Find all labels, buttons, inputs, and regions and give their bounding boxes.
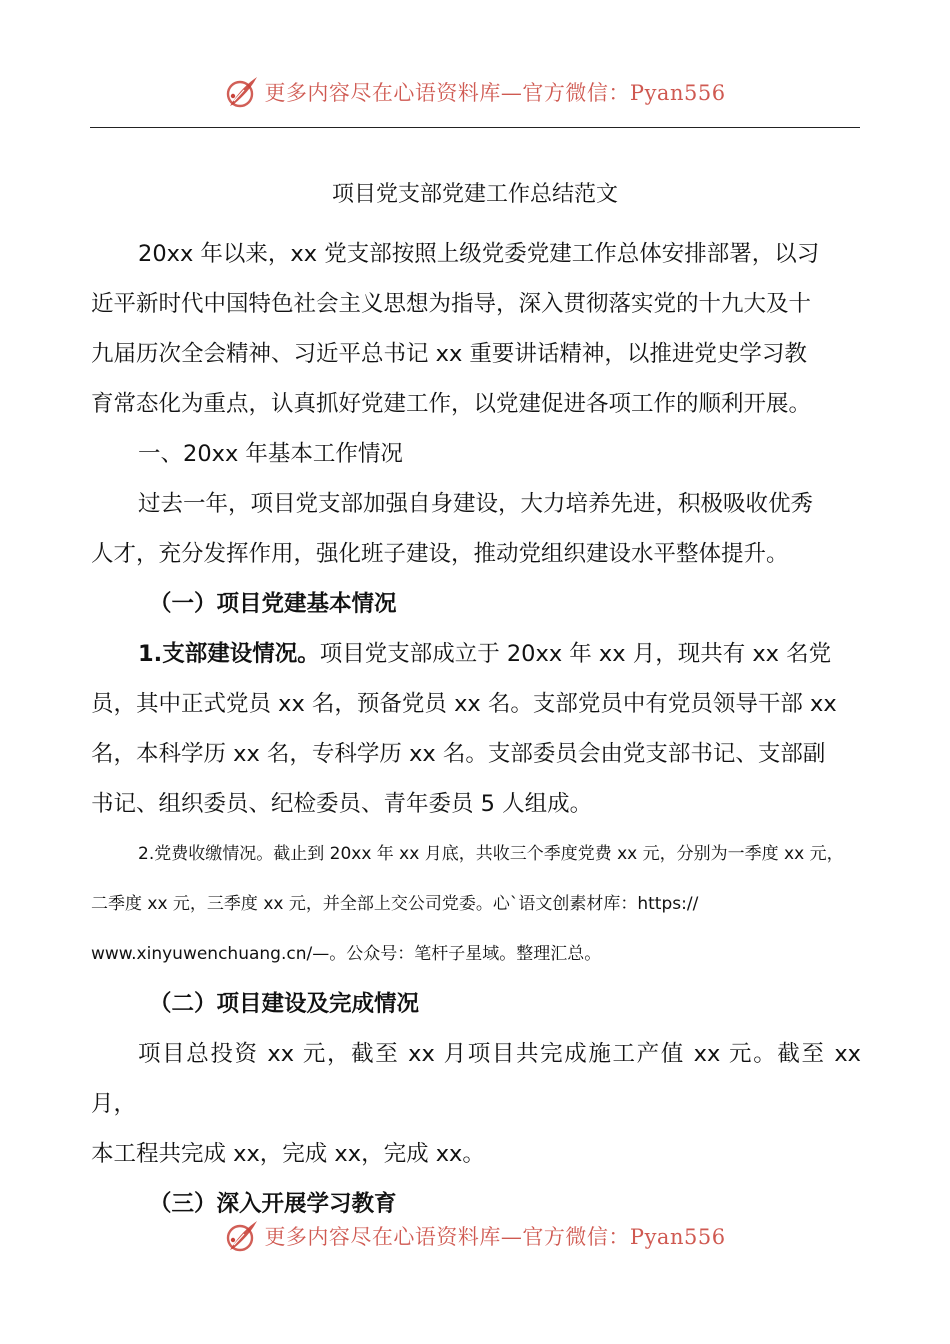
item1-line-2: 员，其中正式党员 xx 名，预备党员 xx 名。支部党员中有党员领导干部 xx xyxy=(91,691,837,717)
section-heading-1: 一、20xx 年基本工作情况 xyxy=(138,441,403,467)
subsection-heading-3: （三）深入开展学习教育 xyxy=(149,1191,397,1217)
sub2-line-1: 项目总投资 xx 元，截至 xx 月项目共完成施工产值 xx 元。截至 xx 月， xyxy=(91,1041,861,1117)
section1-para-line-1: 过去一年，项目党支部加强自身建设，大力培养先进，积极吸收优秀 xyxy=(138,491,814,517)
subsection-heading-2: （二）项目建设及完成情况 xyxy=(149,991,420,1017)
document-body xyxy=(91,229,861,1229)
section1-para-line-2: 人才，充分发挥作用，强化班子建设，推动党组织建设水平整体提升。 xyxy=(91,541,789,567)
item2-line-1: 2.党费收缴情况。截止到 20xx 年 xx 月底，共收三个季度党费 xx 元，分别为一季度 xx 元， xyxy=(138,844,844,864)
item1-line-1 xyxy=(91,629,861,679)
intro-line-1: 20xx 年以来，xx 党支部按照上级党委党建工作总体安排部署，以习 xyxy=(138,241,820,267)
document-title: 项目党支部党建工作总结范文 xyxy=(331,182,618,207)
bottom-watermark-banner xyxy=(0,1216,950,1256)
item2-line-3: www.xinyuwenchuang.cn/—。公众号：笔杆子星域。整理汇总。 xyxy=(91,944,602,964)
item1-line-3: 名，本科学历 xx 名，专科学历 xx 名。支部委员会由党支部书记、支部副 xyxy=(91,741,826,767)
quill-pen-logo-icon xyxy=(224,74,260,110)
subsection-heading-1: （一）项目党建基本情况 xyxy=(149,591,397,617)
item1-line-1-rest: 项目党支部成立于 20xx 年 xx 月，现共有 xx 名党 xyxy=(319,641,832,667)
item1-lead: 1.支部建设情况。 xyxy=(138,641,320,667)
sub2-line-2: 本工程共完成 xx，完成 xx，完成 xx。 xyxy=(91,1141,485,1167)
intro-line-2: 近平新时代中国特色社会主义思想为指导，深入贯彻落实党的十九大及十 xyxy=(91,291,812,317)
header-divider xyxy=(90,127,860,128)
item2-line-2: 二季度 xx 元，三季度 xx 元，并全部上交公司党委。心`语文创素材库：https:// xyxy=(91,894,699,914)
watermark-text: 更多内容尽在心语资料库—官方微信：Pyan556 xyxy=(264,1225,726,1249)
intro-line-4: 育常态化为重点，认真抓好党建工作，以党建促进各项工作的顺利开展。 xyxy=(91,391,812,417)
quill-pen-logo-icon xyxy=(224,1218,260,1254)
top-watermark-banner xyxy=(0,72,950,112)
watermark-text: 更多内容尽在心语资料库—官方微信：Pyan556 xyxy=(264,81,726,105)
intro-line-3: 九届历次全会精神、习近平总书记 xx 重要讲话精神，以推进党史学习教 xyxy=(91,341,807,367)
item1-line-4: 书记、组织委员、纪检委员、青年委员 5 人组成。 xyxy=(91,791,593,817)
